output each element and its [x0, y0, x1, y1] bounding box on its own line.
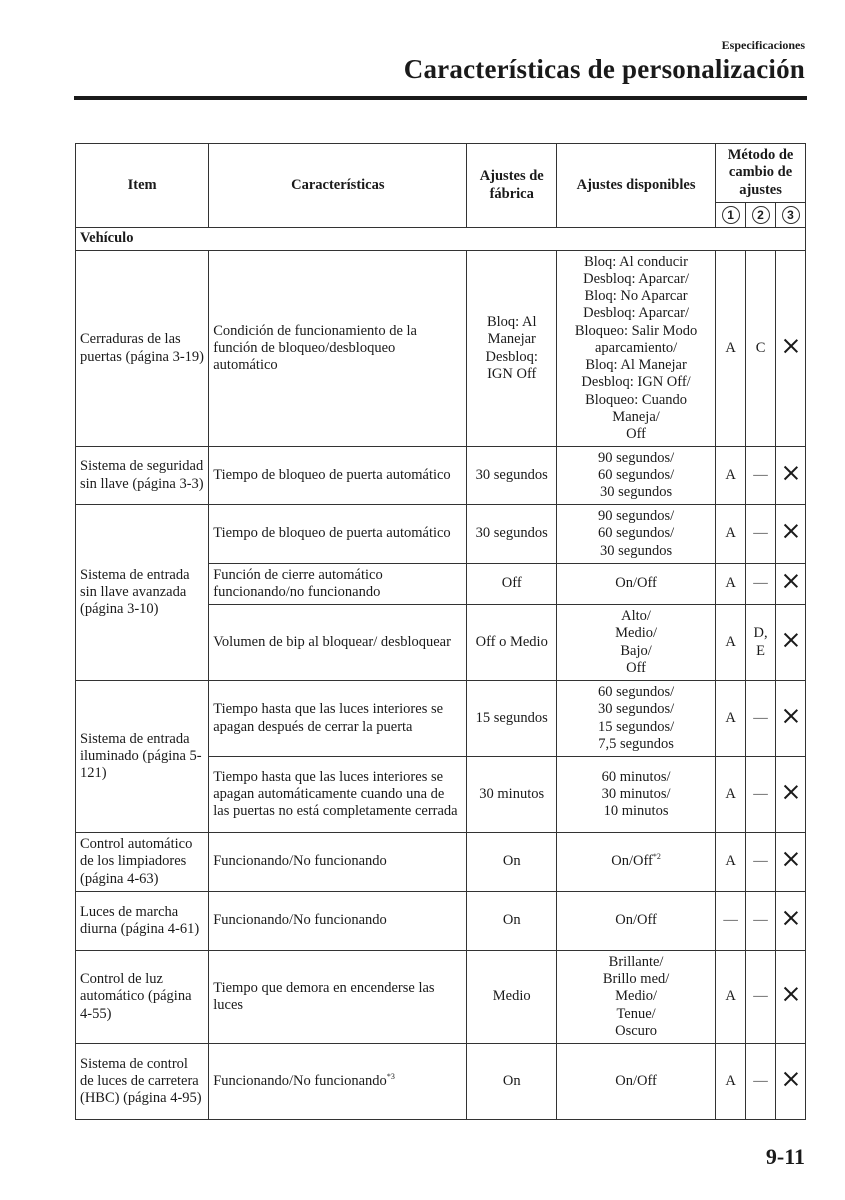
- row-feature: Volumen de bip al bloquear/ desbloquear: [209, 605, 467, 681]
- row-feature: Condición de funcionamiento de la función de bloqueo/desbloqueo automático: [209, 251, 467, 447]
- row-method-2: —: [746, 951, 776, 1044]
- row-method-1: A: [716, 605, 746, 681]
- row-factory: 15 segundos: [467, 681, 557, 757]
- row-feature: Funcionando/No funcionando$^{*3}$: [209, 1044, 467, 1120]
- row-method-3: [776, 251, 806, 447]
- row-method-3: [776, 447, 806, 505]
- row-method-2: —: [746, 757, 776, 833]
- row-available: Alto/ Medio/ Bajo/ Off: [557, 605, 716, 681]
- row-available: Brillante/ Brillo med/ Medio/ Tenue/ Oscuro: [557, 951, 716, 1044]
- x-icon: [784, 633, 798, 647]
- x-icon: [784, 574, 798, 588]
- table-row: [76, 892, 806, 951]
- row-available: On/Off$^{*2}$: [557, 833, 716, 892]
- method-number-1: 1: [716, 203, 746, 228]
- row-item: Sistema de control de luces de carretera (HBC) (página 4-95): [76, 1044, 209, 1120]
- row-factory: 30 minutos: [467, 757, 557, 833]
- header-item: Item: [76, 144, 209, 228]
- row-method-3: [776, 564, 806, 605]
- title-divider: [74, 96, 807, 100]
- row-factory: Off o Medio: [467, 605, 557, 681]
- row-item: Control de luz automático (página 4-55): [76, 951, 209, 1044]
- group-label: Vehículo: [76, 228, 806, 251]
- row-method-1: A: [716, 564, 746, 605]
- row-available: 60 segundos/ 30 segundos/ 15 segundos/ 7,5 segundos: [557, 681, 716, 757]
- row-item: Control automático de los limpiadores (página 4-63): [76, 833, 209, 892]
- row-factory: 30 segundos: [467, 447, 557, 505]
- row-factory: Off: [467, 564, 557, 605]
- row-item: Cerraduras de las puertas (página 3-19): [76, 251, 209, 447]
- row-feature: Tiempo que demora en encenderse las luces: [209, 951, 467, 1044]
- table-row: [76, 505, 806, 564]
- row-item: Sistema de entrada iluminado (página 5-121): [76, 681, 209, 833]
- table-header-row: [76, 144, 806, 203]
- row-available: 60 minutos/ 30 minutos/ 10 minutos: [557, 757, 716, 833]
- row-available: On/Off: [557, 892, 716, 951]
- row-method-2: D, E: [746, 605, 776, 681]
- row-method-2: —: [746, 447, 776, 505]
- row-factory: Bloq: Al Manejar Desbloq: IGN Off: [467, 251, 557, 447]
- row-factory: On: [467, 1044, 557, 1120]
- row-item: Luces de marcha diurna (página 4-61): [76, 892, 209, 951]
- row-available: 90 segundos/ 60 segundos/ 30 segundos: [557, 447, 716, 505]
- row-method-2: —: [746, 681, 776, 757]
- table-row: [76, 251, 806, 447]
- header-available-settings: Ajustes disponibles: [557, 144, 716, 228]
- method-number-2: 2: [746, 203, 776, 228]
- table-row: [76, 681, 806, 757]
- customization-table: [75, 143, 806, 1120]
- row-feature: Tiempo hasta que las luces interiores se apagan después de cerrar la puerta: [209, 681, 467, 757]
- row-method-1: A: [716, 251, 746, 447]
- row-method-1: —: [716, 892, 746, 951]
- row-available: On/Off: [557, 564, 716, 605]
- group-row: [76, 228, 806, 251]
- table-row: [76, 447, 806, 505]
- row-method-3: [776, 605, 806, 681]
- x-icon: [784, 339, 798, 353]
- row-method-2: —: [746, 1044, 776, 1120]
- header-features: Características: [209, 144, 467, 228]
- row-method-1: A: [716, 833, 746, 892]
- row-method-2: —: [746, 833, 776, 892]
- row-method-1: A: [716, 447, 746, 505]
- x-icon: [784, 852, 798, 866]
- row-method-2: C: [746, 251, 776, 447]
- table-row: [76, 833, 806, 892]
- row-method-2: —: [746, 564, 776, 605]
- row-feature: Tiempo de bloqueo de puerta automático: [209, 447, 467, 505]
- row-available: Bloq: Al conducir Desbloq: Aparcar/ Bloq: No Aparcar Desbloq: Aparcar/ Bloqueo: Salir Modo aparcamiento/ Bloq: Al Manejar Desbloq: IGN Off/ Bloqueo: Cuando Maneja/ Off: [557, 251, 716, 447]
- x-icon: [784, 911, 798, 925]
- row-item: Sistema de seguridad sin llave (página 3-3): [76, 447, 209, 505]
- x-icon: [784, 524, 798, 538]
- row-method-1: A: [716, 951, 746, 1044]
- row-feature: Función de cierre automático funcionando/no funcionando: [209, 564, 467, 605]
- x-icon: [784, 987, 798, 1001]
- row-method-3: [776, 681, 806, 757]
- row-method-3: [776, 892, 806, 951]
- row-method-1: A: [716, 681, 746, 757]
- row-factory: 30 segundos: [467, 505, 557, 564]
- row-method-3: [776, 757, 806, 833]
- x-icon: [784, 709, 798, 723]
- header-change-method: Método de cambio de ajustes: [716, 144, 806, 203]
- row-available: On/Off: [557, 1044, 716, 1120]
- row-method-2: —: [746, 892, 776, 951]
- row-method-3: [776, 951, 806, 1044]
- method-number-3: 3: [776, 203, 806, 228]
- row-feature: Funcionando/No funcionando: [209, 833, 467, 892]
- row-method-3: [776, 833, 806, 892]
- row-item: Sistema de entrada sin llave avanzada (página 3-10): [76, 505, 209, 681]
- row-feature: Tiempo hasta que las luces interiores se apagan automáticamente cuando una de las puertas no está completamente cerrada: [209, 757, 467, 833]
- row-factory: On: [467, 833, 557, 892]
- x-icon: [784, 1072, 798, 1086]
- header-factory-settings: Ajustes de fábrica: [467, 144, 557, 228]
- row-method-3: [776, 1044, 806, 1120]
- table-row: [76, 1044, 806, 1120]
- row-feature: Tiempo de bloqueo de puerta automático: [209, 505, 467, 564]
- footnote-marker: *2: [652, 852, 661, 862]
- x-icon: [784, 466, 798, 480]
- table-row: [76, 951, 806, 1044]
- x-icon: [784, 785, 798, 799]
- row-method-1: A: [716, 505, 746, 564]
- row-factory: Medio: [467, 951, 557, 1044]
- row-available: 90 segundos/ 60 segundos/ 30 segundos: [557, 505, 716, 564]
- row-feature: Funcionando/No funcionando: [209, 892, 467, 951]
- row-method-1: A: [716, 1044, 746, 1120]
- row-method-3: [776, 505, 806, 564]
- row-factory: On: [467, 892, 557, 951]
- page-title: Características de personalización: [403, 54, 805, 84]
- page-number: 9-11: [765, 1144, 805, 1169]
- section-label: Especificaciones: [721, 38, 805, 52]
- footnote-marker: *3: [386, 1072, 395, 1082]
- row-method-2: —: [746, 505, 776, 564]
- row-method-1: A: [716, 757, 746, 833]
